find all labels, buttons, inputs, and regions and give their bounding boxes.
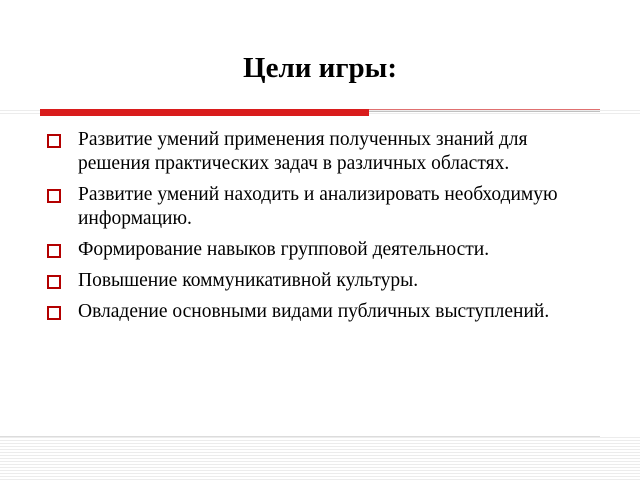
goals-list xyxy=(44,128,604,331)
slide-title: Цели игры: xyxy=(243,52,397,84)
list-item-text: Повышение коммуникативной культуры. xyxy=(78,270,419,291)
list-item-text: Развитие умений применения полученных знаний для решения практических задач в различных областях. xyxy=(78,129,528,174)
list-item xyxy=(44,128,604,176)
square-bullet-icon xyxy=(47,275,61,289)
title-underline-gray xyxy=(369,111,600,112)
square-bullet-icon xyxy=(47,306,61,320)
square-bullet-icon xyxy=(47,244,61,258)
list-item xyxy=(44,269,604,293)
bottom-divider xyxy=(0,436,600,437)
square-bullet-icon xyxy=(47,134,61,148)
list-item xyxy=(44,300,604,324)
list-item-text: Овладение основными видами публичных выступлений. xyxy=(78,301,550,322)
title-underline-red xyxy=(40,109,369,116)
list-item xyxy=(44,183,604,231)
list-item xyxy=(44,238,604,262)
list-item-text: Развитие умений находить и анализировать необходимую информацию. xyxy=(78,184,558,229)
list-item-text: Формирование навыков групповой деятельности. xyxy=(78,239,490,260)
square-bullet-icon xyxy=(47,189,61,203)
title-underline-thin xyxy=(369,109,600,110)
